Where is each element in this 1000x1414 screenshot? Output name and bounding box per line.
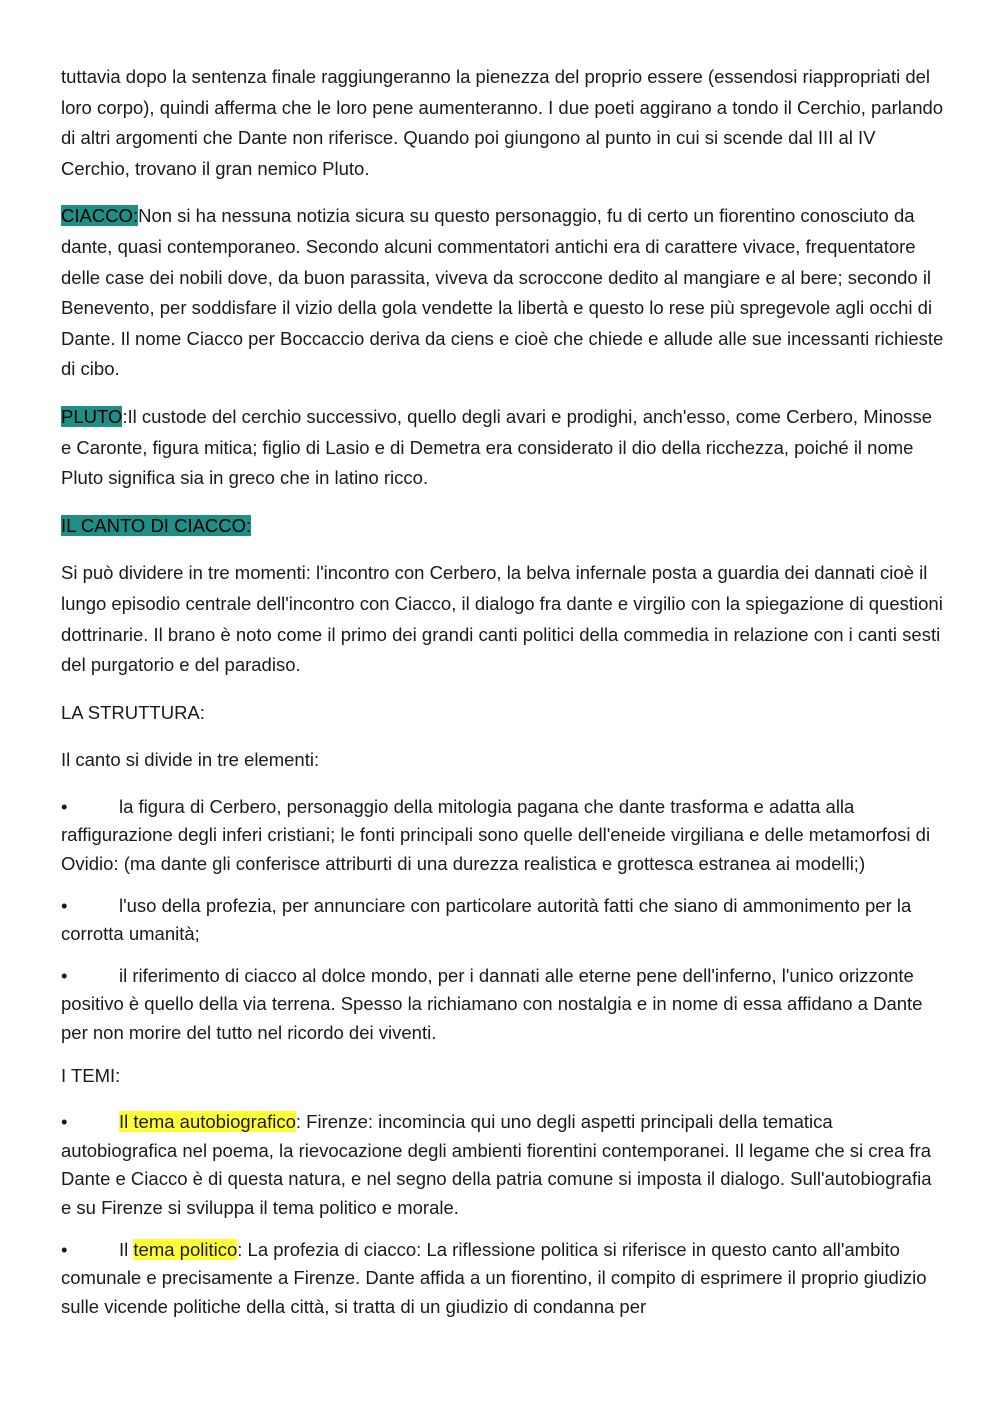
ciacco-paragraph — [61, 201, 945, 385]
intro-paragraph: tuttavia dopo la sentenza finale raggiungeranno la pienezza del proprio essere (essendosi riappropriati del loro corpo), quindi afferma che le loro pene aumenteranno. I due poeti aggirano a tondo il Cerchio, parlando di altri argomenti che Dante non riferisce. Quando poi giungono al punto in cui si scende dal III al IV Cerchio, trovano il gran nemico Pluto. — [61, 66, 944, 179]
ciacco-label — [61, 205, 138, 226]
list-item-text: : La profezia di ciacco: La riflessione politica si riferisce in questo canto all'ambito comunale e precisamente a Firenze. Dante affida a un fiorentino, il compito di esprimere il proprio giudizio sulle vicende politiche della città, si tratta di un giudizio di condanna per — [61, 1238, 927, 1317]
struttura-intro: Il canto si divide in tre elementi: — [61, 749, 320, 771]
canto-paragraph: Si può dividere in tre momenti: l'incontro con Cerbero, la belva infernale posta a guardia dei dannati cioè il lungo episodio centrale dell'incontro con Ciacco, il dialogo fra dante e virgilio con la spiegazione di questioni dottrinarie. Il brano è noto come il primo dei grandi canti politici della commedia in relazione con i canti sesti del purgatorio e del paradiso. — [61, 562, 943, 676]
list-item — [61, 793, 945, 879]
pluto-text: :Il custode del cerchio successivo, quello degli avari e prodighi, anch'esso, come Cerbero, Minosse e Caronte, figura mitica; figlio di Lasio e di Demetra era considerato il dio della ricchezza, poiché il nome Pluto significa sia in greco che in latino ricco. — [61, 405, 933, 489]
theme-highlight: Il tema autobiografico — [119, 1111, 296, 1133]
list-item — [61, 1236, 945, 1322]
list-item — [61, 892, 945, 949]
bullet-icon: • — [61, 1111, 68, 1133]
temi-heading: I TEMI: — [61, 1064, 121, 1086]
bullet-icon: • — [61, 1238, 68, 1260]
list-item-text: il riferimento di ciacco al dolce mondo, per i dannati alle eterne pene dell'inferno, l'unico orizzonte positivo è quello della via terrena. Spesso la richiamano con nostalgia e in nome di essa affidano a Dante per non morire del tutto nel ricordo dei viventi. — [61, 964, 923, 1044]
ciacco-label-text: CIACCO — [61, 205, 133, 227]
list-item-text: la figura di Cerbero, personaggio della mitologia pagana che dante trasforma e adatta alla raffigurazione degli inferi cristiani; le fonti principali sono quelle dell'eneide virgiliana e delle metamorfosi di Ovidio: (ma dante gli conferisce attriburti di una durezza realistica e grottesca estranea ai modelli;) — [61, 795, 931, 875]
ciacco-text: Non si ha nessuna notizia sicura su questo personaggio, fu di certo un fiorentino conosciuto da dante, quasi contemporaneo. Secondo alcuni commentatori antichi era di carattere vivace, frequentatore delle case dei nobili dove, da buon parassita, viveva da scroccone dedito al mangiare e al bere; secondo il Benevento, per soddisfare il vizio della gola vendette la libertà e questo lo rese più spregevole agli occhi di Dante. Il nome Ciacco per Boccaccio deriva da ciens e cioè che chiede e allude alle sue incessanti richieste di cibo. — [61, 205, 944, 380]
list-item-text: l'uso della profezia, per annunciare con particolare autorità fatti che siano di ammonimento per la corrotta umanità; — [61, 894, 912, 945]
theme-prefix: Il — [119, 1238, 134, 1260]
pluto-paragraph — [61, 402, 945, 494]
struttura-heading: LA STRUTTURA: — [61, 701, 205, 723]
list-item — [61, 962, 945, 1048]
list-item-text: : Firenze: incomincia qui uno degli aspetti principali della tematica autobiografica nel poema, la rievocazione degli ambienti fiorentini contemporanei. Il legame che si crea fra Dante e Ciacco è di questa natura, e nel segno della patria comune si imposta il dialogo. Sull'autobiografia e su Firenze si sviluppa il tema politico e morale. — [61, 1111, 932, 1218]
bullet-icon: • — [61, 894, 68, 916]
theme-highlight: tema politico — [133, 1238, 238, 1260]
list-item — [61, 1108, 945, 1222]
bullet-icon: • — [61, 795, 68, 817]
bullet-icon: • — [61, 964, 68, 986]
canto-heading-paragraph — [61, 511, 945, 542]
ciacco-label-colon: : — [132, 205, 139, 227]
canto-heading: IL CANTO DI CIACCO: — [61, 514, 252, 536]
pluto-label: PLUTO — [61, 405, 123, 427]
